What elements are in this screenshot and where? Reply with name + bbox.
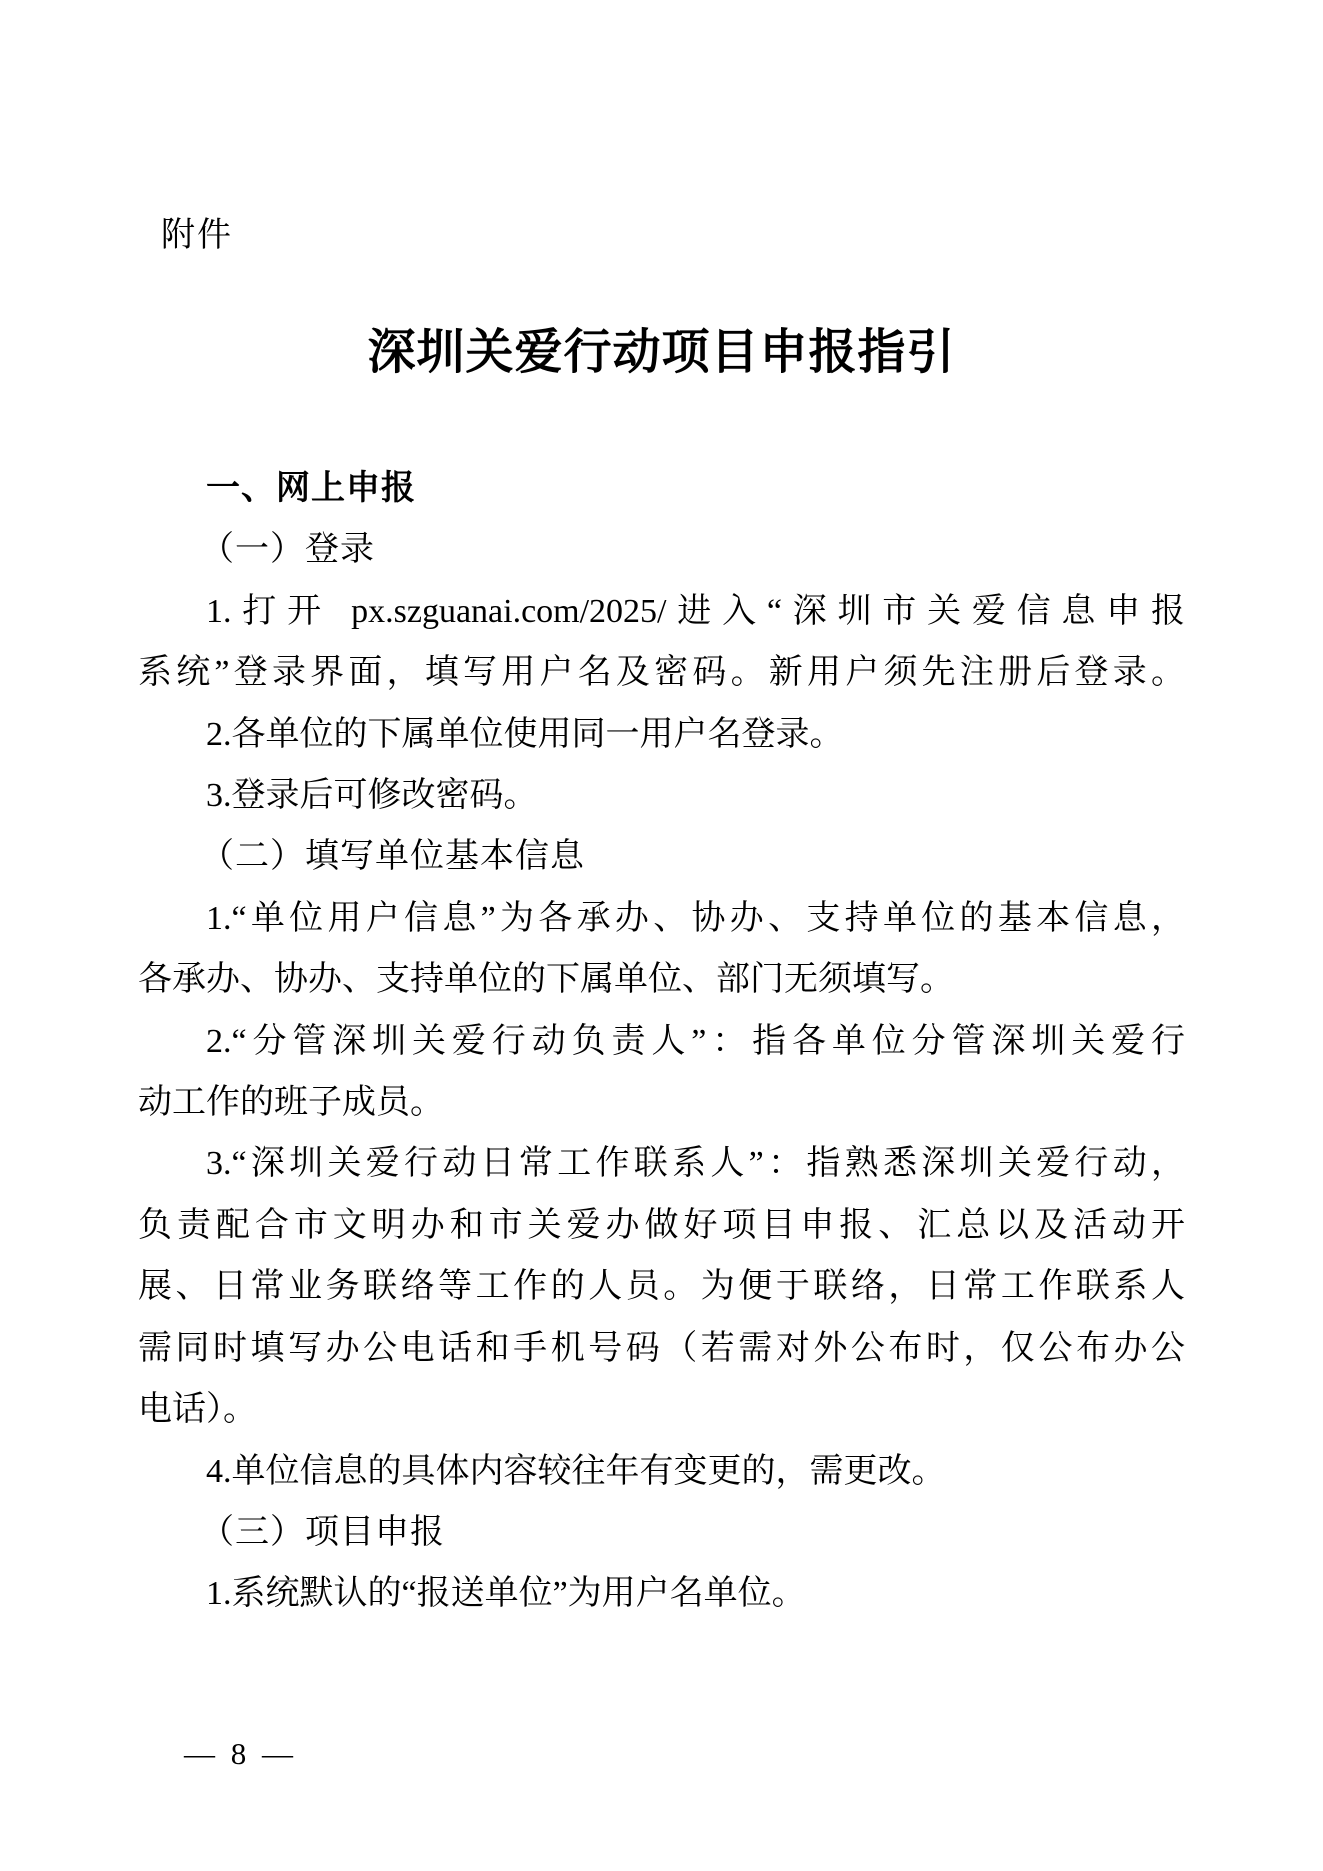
text-line: 4.单位信息的具体内容较往年有变更的，需更改。 [206,1452,946,1490]
attachment-label: 附件 [161,216,233,254]
text-line: 3.登录后可修改密码。 [206,777,538,815]
subsection-heading: （一）登录 [200,531,375,569]
text-line: 需同时填写办公电话和手机号码（若需对外公布时，仅公布办公 [138,1329,1185,1367]
subsection-heading: （二）填写单位基本信息 [200,838,585,876]
text-line: 2.各单位的下属单位使用同一用户名登录。 [206,715,844,753]
text-line: 2.“分管深圳关爱行动负责人”：指各单位分管深圳关爱行 [206,1022,1185,1060]
text-line: 动工作的班子成员。 [138,1084,444,1122]
section-heading: 一、网上申报 [206,469,416,507]
text-line: 展、日常业务联络等工作的人员。为便于联络，日常工作联系人 [138,1268,1185,1306]
text-line: 1.系统默认的“报送单位”为用户名单位。 [206,1575,806,1613]
text-line: 系统”登录界面，填写用户名及密码。新用户须先注册后登录。 [138,654,1185,692]
document-title: 深圳关爱行动项目申报指引 [367,326,956,379]
document-body [138,458,1185,1625]
text-line: 电话）。 [138,1391,257,1429]
text-line: 各承办、协办、支持单位的下属单位、部门无须填写。 [138,961,954,999]
text-line: 1.打开 px.szguanai.com/2025/进入“深圳市关爱信息申报 [206,592,1185,630]
subsection-heading: （三）项目申报 [200,1513,445,1551]
text-line: 负责配合市文明办和市关爱办做好项目申报、汇总以及活动开 [138,1206,1185,1244]
text-line: 1.“单位用户信息”为各承办、协办、支持单位的基本信息， [206,899,1185,937]
text-line: 3.“深圳关爱行动日常工作联系人”：指熟悉深圳关爱行动， [206,1145,1185,1183]
page-number: — 8 — [184,1736,293,1771]
